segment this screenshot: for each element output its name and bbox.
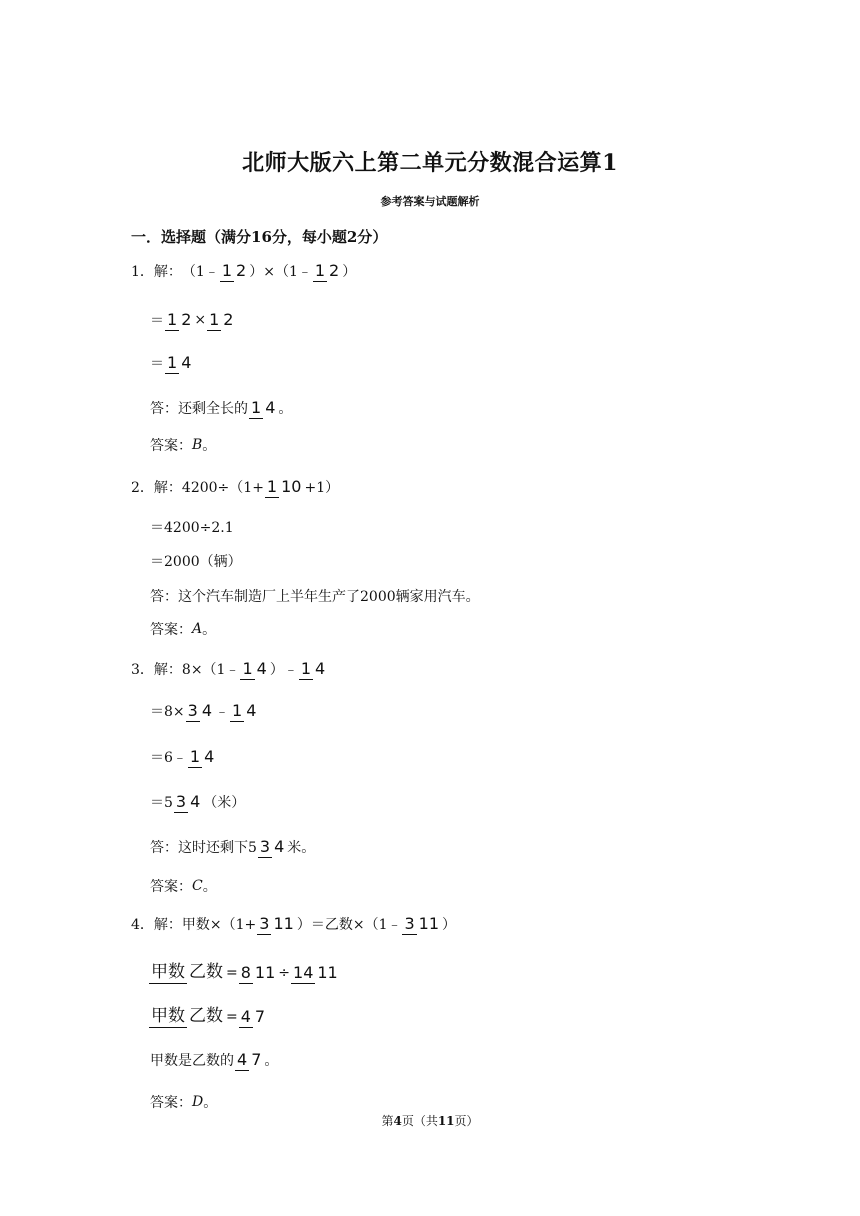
fraction: 1 4 xyxy=(251,397,276,417)
fraction: 3 11 xyxy=(259,913,294,933)
q4-question-line: 4． 解： 甲数×（1+ 3 11 ）＝乙数×（1﹣ 3 11 ） xyxy=(131,913,457,933)
fraction: 甲数 乙数 xyxy=(151,962,223,983)
fraction: 1 4 xyxy=(189,746,215,766)
q3-step-2: ＝6﹣ 1 4 xyxy=(150,746,215,766)
fraction: 3 11 xyxy=(404,913,440,933)
page-footer: 第4页（共11页） xyxy=(381,1114,479,1128)
section-heading: 一．选择题（满分16分，每小题2分） xyxy=(131,228,388,246)
q2-key: 答案： A 。 xyxy=(150,621,217,638)
fraction: 1 4 xyxy=(167,352,192,372)
page-title: 北师大版六上第二单元分数混合运算1 xyxy=(242,150,618,176)
q2-step-1: ＝4200÷2.1 xyxy=(150,520,234,536)
q1-step-2: ＝ 1 4 xyxy=(150,352,192,372)
fraction: 3 4 xyxy=(259,836,285,856)
fraction: 4 7 xyxy=(237,1049,262,1069)
fraction: 1 2 xyxy=(314,260,340,280)
q4-step-2: 甲数 乙数 = 4 7 xyxy=(151,1006,266,1027)
q3-step-3: ＝5 3 4 （米） xyxy=(150,791,246,811)
q3-key: 答案： C 。 xyxy=(150,878,217,895)
fraction: 1 10 xyxy=(266,476,302,496)
fraction: 1 2 xyxy=(167,309,192,329)
fraction: 1 4 xyxy=(232,700,257,720)
q1-question-line: 1． 解： （1﹣ 1 2 ）×（1﹣ 1 2 ） xyxy=(131,260,357,280)
q1-key: 答案： B 。 xyxy=(150,437,217,454)
fraction: 1 2 xyxy=(221,260,247,280)
q2-step-2: ＝2000（辆） xyxy=(150,554,242,570)
q3-step-1: ＝8× 3 4 ﹣ 1 4 xyxy=(150,700,257,720)
q3-question-line: 3． 解： 8×（1﹣ 1 4 ）﹣ 1 4 xyxy=(131,658,326,678)
q2-question-line: 2． 解： 4200÷（1+ 1 10 +1） xyxy=(131,476,340,496)
q1-answer: 答：还剩全长的 1 4 。 xyxy=(150,397,293,417)
q1-step-1: ＝ 1 2 × 1 2 xyxy=(150,309,234,329)
fraction: 1 4 xyxy=(300,658,326,678)
fraction: 1 2 xyxy=(209,309,234,329)
fraction: 3 4 xyxy=(175,791,201,811)
q4-step-1: 甲数 乙数 = 8 11 ÷ 14 11 xyxy=(151,962,338,983)
fraction: 3 4 xyxy=(187,700,213,720)
fraction: 8 11 xyxy=(240,962,276,982)
q3-answer: 答：这时还剩下5 3 4 米。 xyxy=(150,836,316,856)
fraction: 4 7 xyxy=(240,1006,266,1026)
q4-key: 答案： D 。 xyxy=(150,1094,218,1111)
q2-answer: 答：这个汽车制造厂上半年生产了2000辆家用汽车。 xyxy=(150,589,480,605)
fraction: 1 4 xyxy=(242,658,267,678)
fraction: 14 11 xyxy=(293,962,338,982)
q4-answer: 甲数是乙数的 4 7 。 xyxy=(150,1049,279,1069)
page-subtitle: 参考答案与试题解析 xyxy=(380,195,480,208)
fraction: 甲数 乙数 xyxy=(151,1006,223,1027)
